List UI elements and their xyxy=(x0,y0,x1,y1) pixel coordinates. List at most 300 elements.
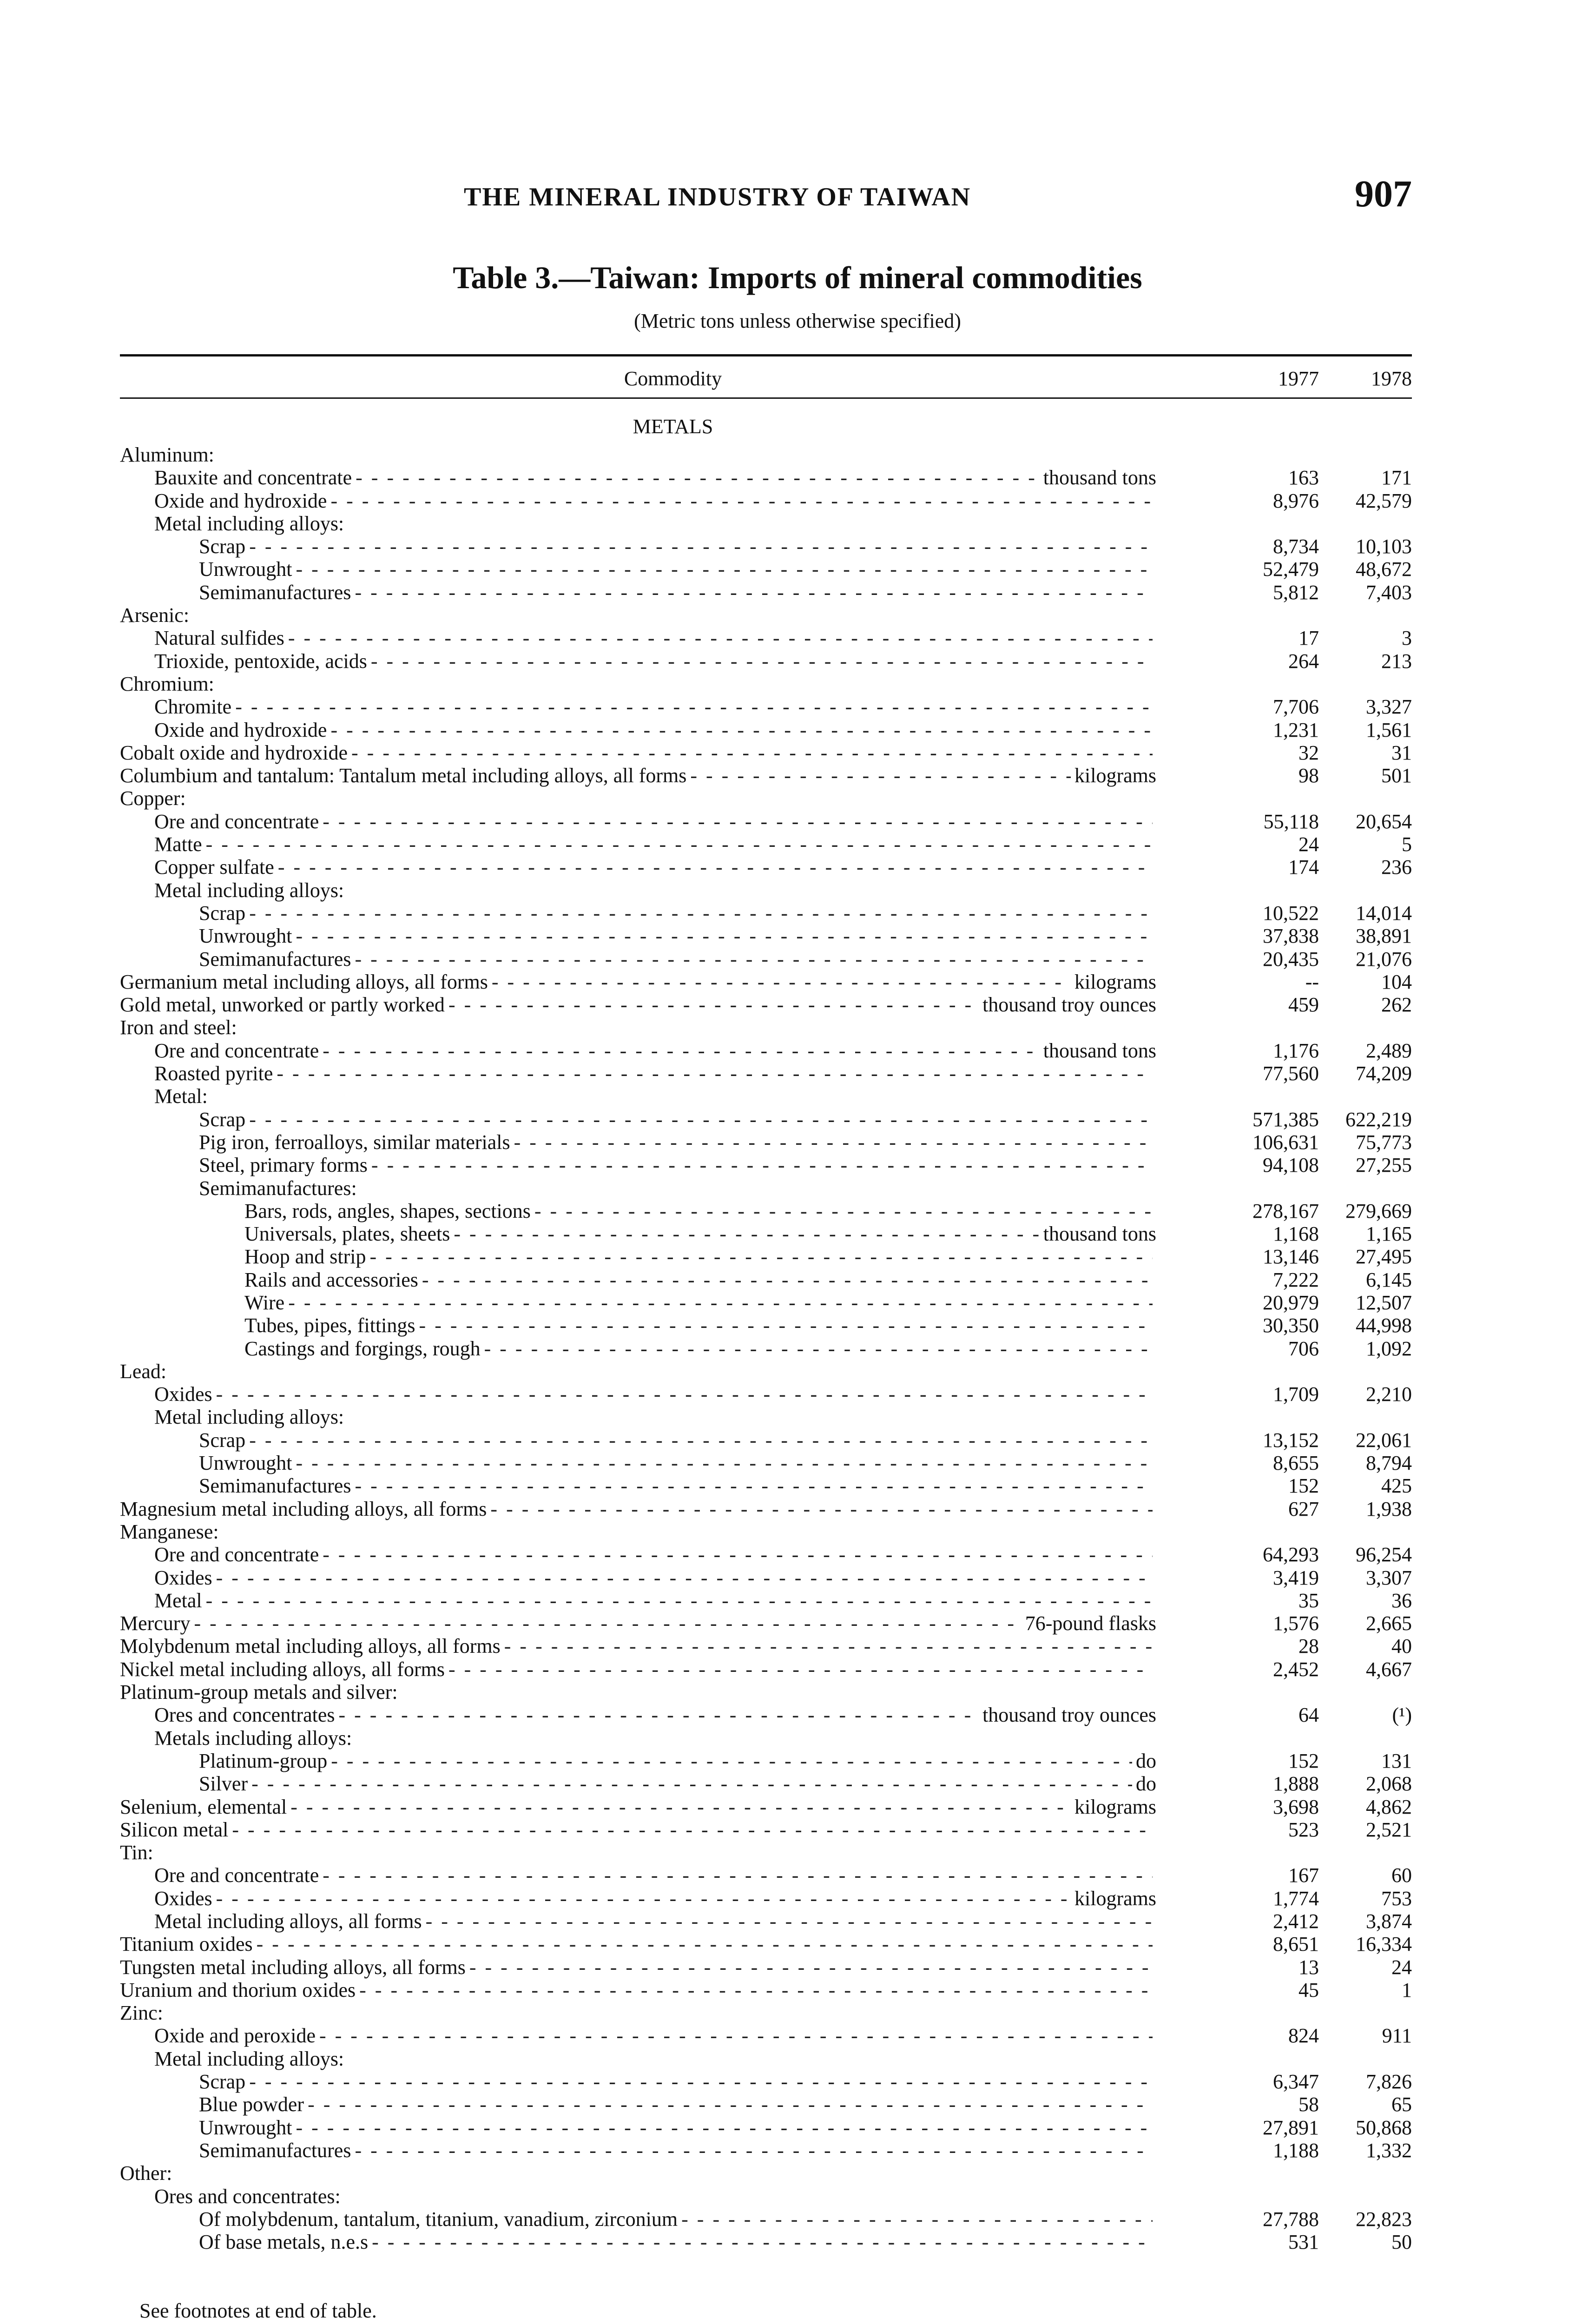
commodity-cell xyxy=(120,1520,1156,1543)
value-1977: 531 xyxy=(1288,2231,1319,2254)
value-1977: 30,350 xyxy=(1263,1314,1319,1337)
value-1978: 1,561 xyxy=(1366,718,1412,741)
commodity-cell xyxy=(120,2001,1156,2024)
value-1978: 425 xyxy=(1381,1474,1412,1498)
table-title: Table 3.—Taiwan: Imports of mineral commodities xyxy=(453,260,1142,295)
commodity-cell xyxy=(120,1841,1156,1864)
commodity-cell xyxy=(199,1750,1156,1772)
table-row xyxy=(120,833,1412,856)
dot-leader xyxy=(355,581,1153,604)
value-1977: 8,655 xyxy=(1273,1452,1319,1475)
commodity-cell xyxy=(199,1429,1156,1452)
value-1978: 24 xyxy=(1391,1955,1412,1979)
dot-leader xyxy=(216,1383,1153,1406)
commodity-label: Arsenic: xyxy=(120,604,190,627)
value-1977: 77,560 xyxy=(1263,1062,1319,1085)
commodity-label: Unwrought xyxy=(199,924,292,948)
value-1978: 31 xyxy=(1391,741,1412,764)
dot-leader xyxy=(296,1452,1153,1474)
value-1977: 571,385 xyxy=(1252,1108,1319,1131)
dot-leader xyxy=(371,1154,1153,1176)
value-1977: 58 xyxy=(1298,2093,1319,2116)
table-row xyxy=(120,764,1412,787)
value-1977: 45 xyxy=(1298,1978,1319,2001)
dot-leader xyxy=(355,1474,1153,1497)
dot-leader xyxy=(359,1979,1153,2001)
commodity-cell xyxy=(120,1612,1156,1635)
table-row xyxy=(120,1474,1412,1497)
value-1978: 22,061 xyxy=(1356,1428,1412,1452)
dot-leader xyxy=(469,1956,1153,1979)
dot-leader xyxy=(419,1314,1153,1337)
commodity-label: Scrap xyxy=(199,535,246,558)
unit-label: thousand troy ounces xyxy=(982,1703,1156,1727)
commodity-label: Semimanufactures: xyxy=(199,1176,357,1200)
value-1978: 16,334 xyxy=(1356,1933,1412,1956)
dot-leader xyxy=(355,948,1153,971)
commodity-cell xyxy=(199,1452,1156,1474)
value-1977: 174 xyxy=(1288,856,1319,879)
dot-leader xyxy=(426,1910,1153,1933)
running-title: THE MINERAL INDUSTRY OF TAIWAN xyxy=(464,183,971,211)
commodity-cell xyxy=(244,1268,1156,1291)
commodity-cell xyxy=(120,1933,1156,1955)
table-row xyxy=(120,627,1412,649)
value-1977: 1,888 xyxy=(1273,1772,1319,1796)
table-row xyxy=(120,1154,1412,1176)
commodity-label: Metal xyxy=(154,1589,202,1612)
commodity-cell xyxy=(120,1498,1156,1520)
table-row xyxy=(120,604,1412,627)
table-row xyxy=(120,1016,1412,1039)
value-1977: 167 xyxy=(1288,1864,1319,1887)
value-1978: 3,874 xyxy=(1366,1910,1412,1933)
value-1978: 36 xyxy=(1391,1589,1412,1612)
value-1978: 3,327 xyxy=(1366,695,1412,719)
commodity-cell xyxy=(154,2185,1156,2208)
commodity-label: Ore and concentrate xyxy=(154,1543,319,1566)
commodity-cell xyxy=(120,741,1156,764)
value-1978: 4,862 xyxy=(1366,1795,1412,1818)
value-1978: 2,489 xyxy=(1366,1039,1412,1062)
value-1978: 5 xyxy=(1402,833,1412,856)
table-row xyxy=(120,2116,1412,2139)
table-row xyxy=(120,1956,1412,1979)
dot-leader xyxy=(216,1887,1071,1910)
dot-leader xyxy=(371,650,1153,673)
dot-leader xyxy=(319,2024,1153,2047)
dot-leader xyxy=(681,2208,1153,2231)
unit-label: thousand tons xyxy=(1043,1222,1156,1246)
dot-leader xyxy=(422,1268,1153,1291)
value-1977: 32 xyxy=(1298,741,1319,764)
value-1977: 55,118 xyxy=(1263,810,1319,833)
dot-leader xyxy=(372,2231,1153,2253)
value-1978: 42,579 xyxy=(1356,489,1412,512)
commodity-cell xyxy=(199,1177,1156,1200)
table-row xyxy=(120,1337,1412,1360)
commodity-cell xyxy=(199,948,1156,971)
commodity-cell xyxy=(244,1291,1156,1314)
value-1977: 27,788 xyxy=(1263,2207,1319,2231)
commodity-label: Unwrought xyxy=(199,2116,292,2139)
value-1978: 8,794 xyxy=(1366,1452,1412,1475)
commodity-label: Pig iron, ferroalloys, similar materials xyxy=(199,1130,510,1154)
value-1978: 74,209 xyxy=(1356,1062,1412,1085)
dot-leader xyxy=(296,558,1153,581)
table-row xyxy=(120,2231,1412,2253)
commodity-cell xyxy=(120,1658,1156,1681)
value-1977: 152 xyxy=(1288,1749,1319,1772)
commodity-cell xyxy=(154,856,1156,878)
table-row xyxy=(120,558,1412,581)
commodity-cell xyxy=(120,1016,1156,1039)
table-row xyxy=(120,1979,1412,2001)
commodity-label: Hoop and strip xyxy=(244,1245,366,1268)
page-header xyxy=(120,172,1412,225)
commodity-cell xyxy=(154,879,1156,902)
value-1977: 20,979 xyxy=(1263,1291,1319,1314)
table-row xyxy=(120,1612,1412,1635)
commodity-label: Mercury xyxy=(120,1612,191,1635)
commodity-label: Zinc: xyxy=(120,2001,163,2025)
value-1977: 7,222 xyxy=(1273,1268,1319,1291)
table-row xyxy=(120,1406,1412,1428)
dot-leader xyxy=(249,2070,1153,2093)
commodity-cell xyxy=(120,443,1156,466)
table-row xyxy=(120,2093,1412,2116)
table-row xyxy=(120,1727,1412,1750)
table-row xyxy=(120,1681,1412,1703)
commodity-label: Scrap xyxy=(199,901,246,924)
commodity-label: Ore and concentrate xyxy=(154,1039,319,1062)
value-1978: 7,826 xyxy=(1366,2070,1412,2093)
commodity-label: Metal including alloys: xyxy=(154,1406,344,1429)
value-1977: 8,651 xyxy=(1273,1933,1319,1956)
commodity-label: Scrap xyxy=(199,1428,246,1452)
commodity-label: Of base metals, n.e.s xyxy=(199,2231,369,2254)
commodity-cell xyxy=(120,604,1156,627)
commodity-label: Lead: xyxy=(120,1360,167,1383)
dot-leader xyxy=(330,719,1153,741)
value-1977: 20,435 xyxy=(1263,947,1319,971)
commodity-cell xyxy=(120,1681,1156,1703)
commodity-cell xyxy=(154,1727,1156,1750)
commodity-cell xyxy=(244,1337,1156,1360)
table-row xyxy=(120,2024,1412,2047)
commodity-cell xyxy=(199,902,1156,924)
commodity-label: Steel, primary forms xyxy=(199,1154,368,1177)
table-row xyxy=(120,856,1412,878)
commodity-label: Germanium metal including alloys, all forms xyxy=(120,970,488,993)
commodity-cell xyxy=(244,1200,1156,1222)
value-1978: 1,938 xyxy=(1366,1497,1412,1520)
commodity-cell xyxy=(154,1543,1156,1566)
commodity-label: Bars, rods, angles, shapes, sections xyxy=(244,1199,531,1222)
commodity-label: Oxides xyxy=(154,1383,212,1406)
commodity-cell xyxy=(244,1222,1156,1245)
commodity-label: Semimanufactures xyxy=(199,581,351,604)
value-1977: 1,176 xyxy=(1273,1039,1319,1062)
commodity-label: Molybdenum metal including alloys, all forms xyxy=(120,1635,501,1658)
table-row xyxy=(120,1177,1412,1200)
commodity-cell xyxy=(120,1796,1156,1818)
value-1978: 2,665 xyxy=(1366,1612,1412,1635)
commodity-cell xyxy=(154,1589,1156,1612)
commodity-cell xyxy=(154,810,1156,833)
commodity-cell xyxy=(154,719,1156,741)
column-header-row xyxy=(120,357,1412,397)
value-1978: 3 xyxy=(1402,627,1412,650)
value-1978: 2,210 xyxy=(1366,1383,1412,1406)
unit-label: thousand tons xyxy=(1043,1039,1156,1062)
commodity-cell xyxy=(154,650,1156,673)
table-row xyxy=(120,1131,1412,1154)
dot-leader xyxy=(331,1750,1132,1772)
page-number: 907 xyxy=(1355,172,1412,215)
commodity-cell xyxy=(199,924,1156,947)
commodity-label: Ore and concentrate xyxy=(154,810,319,833)
value-1977: 2,412 xyxy=(1273,1910,1319,1933)
commodity-label: Metals including alloys: xyxy=(154,1726,352,1750)
table-row xyxy=(120,650,1412,673)
footnote: See footnotes at end of table. xyxy=(139,2299,377,2322)
value-1977: 94,108 xyxy=(1263,1154,1319,1177)
table-row xyxy=(120,1245,1412,1268)
commodity-label: Copper sulfate xyxy=(154,856,274,879)
commodity-label: Metal including alloys: xyxy=(154,2047,344,2070)
section-heading xyxy=(120,399,1412,443)
commodity-cell xyxy=(154,1864,1156,1887)
commodity-label: Chromite xyxy=(154,695,232,719)
commodity-cell xyxy=(154,1887,1156,1910)
table-row xyxy=(120,1589,1412,1612)
value-1978: 48,672 xyxy=(1356,558,1412,581)
commodity-label: Cobalt oxide and hydroxide xyxy=(120,741,348,764)
unit-label: thousand tons xyxy=(1043,466,1156,489)
commodity-label: Columbium and tantalum: Tantalum metal including alloys, all forms xyxy=(120,764,687,787)
value-1977: 278,167 xyxy=(1252,1199,1319,1222)
commodity-label: Gold metal, unworked or partly worked xyxy=(120,993,445,1017)
value-1978: 21,076 xyxy=(1356,947,1412,971)
unit-label: kilograms xyxy=(1074,1795,1156,1818)
dot-leader xyxy=(308,2093,1153,2116)
table-row xyxy=(120,1566,1412,1589)
commodity-cell xyxy=(199,2139,1156,2162)
dot-leader xyxy=(249,1108,1153,1131)
commodity-label: Ores and concentrates xyxy=(154,1703,335,1727)
value-1978: 911 xyxy=(1382,2024,1412,2047)
table-row xyxy=(120,924,1412,947)
commodity-cell xyxy=(199,2231,1156,2253)
value-1977: 8,734 xyxy=(1273,535,1319,558)
commodity-label: Ore and concentrate xyxy=(154,1864,319,1887)
unit-label: kilograms xyxy=(1074,970,1156,993)
commodity-label: Other: xyxy=(120,2162,172,2185)
commodity-label: Semimanufactures xyxy=(199,2139,351,2162)
commodity-label: Bauxite and concentrate xyxy=(154,466,352,489)
commodity-label: Universals, plates, sheets xyxy=(244,1222,450,1246)
value-1978: 171 xyxy=(1381,466,1412,489)
dot-leader xyxy=(323,810,1153,833)
table-row xyxy=(120,466,1412,489)
commodity-cell xyxy=(120,1956,1156,1979)
value-1977: 1,188 xyxy=(1273,2139,1319,2162)
commodity-cell xyxy=(199,1108,1156,1131)
value-1978: 22,823 xyxy=(1356,2207,1412,2231)
commodity-label: Selenium, elemental xyxy=(120,1795,287,1818)
table-row xyxy=(120,1658,1412,1681)
commodity-cell xyxy=(199,2093,1156,2116)
value-1978: 131 xyxy=(1381,1749,1412,1772)
commodity-label: Roasted pyrite xyxy=(154,1062,273,1085)
table-row xyxy=(120,1750,1412,1772)
commodity-cell xyxy=(154,1383,1156,1406)
value-1977: 1,774 xyxy=(1273,1887,1319,1910)
table-row xyxy=(120,1108,1412,1131)
commodity-cell xyxy=(199,1131,1156,1154)
dot-leader xyxy=(249,902,1153,924)
table-row xyxy=(120,1039,1412,1062)
dot-leader xyxy=(338,1703,979,1726)
table-row xyxy=(120,1291,1412,1314)
table-row xyxy=(120,1360,1412,1383)
commodity-label: Scrap xyxy=(199,2070,246,2093)
commodity-cell xyxy=(199,1474,1156,1497)
value-1977: 1,709 xyxy=(1273,1383,1319,1406)
unit-label: thousand troy ounces xyxy=(982,993,1156,1017)
value-1978: 262 xyxy=(1381,993,1412,1017)
commodity-label: Oxides xyxy=(154,1887,212,1910)
commodity-label: Rails and accessories xyxy=(244,1268,418,1291)
commodity-label: Wire xyxy=(244,1291,285,1314)
table-row xyxy=(120,1085,1412,1108)
commodity-label: Oxide and hydroxide xyxy=(154,489,327,512)
commodity-cell xyxy=(154,489,1156,512)
column-header-1978: 1978 xyxy=(1371,367,1412,390)
value-1978: 213 xyxy=(1381,649,1412,673)
dot-leader xyxy=(290,1796,1071,1818)
table-row xyxy=(120,535,1412,558)
commodity-cell xyxy=(120,673,1156,695)
dot-leader xyxy=(514,1131,1153,1154)
value-1978: 104 xyxy=(1381,970,1412,993)
table-row xyxy=(120,993,1412,1016)
table-row xyxy=(120,1200,1412,1222)
commodity-label: Metal including alloys: xyxy=(154,512,344,535)
value-1977: 1,168 xyxy=(1273,1222,1319,1246)
value-1978: 96,254 xyxy=(1356,1543,1412,1566)
commodity-label: Unwrought xyxy=(199,558,292,581)
commodity-cell xyxy=(154,1085,1156,1108)
commodity-cell xyxy=(154,833,1156,856)
commodity-cell xyxy=(199,535,1156,558)
commodity-cell xyxy=(120,764,1156,787)
value-1977: 52,479 xyxy=(1263,558,1319,581)
table-row xyxy=(120,1383,1412,1406)
commodity-label: Aluminum: xyxy=(120,443,214,466)
dot-leader xyxy=(206,833,1153,856)
commodity-label: Manganese: xyxy=(120,1520,219,1543)
value-1978: 1,092 xyxy=(1366,1337,1412,1360)
table-row xyxy=(120,1268,1412,1291)
commodity-cell xyxy=(120,1360,1156,1383)
commodity-label: Titanium oxides xyxy=(120,1933,253,1956)
dot-leader xyxy=(448,1658,1153,1681)
value-1977: 6,347 xyxy=(1273,2070,1319,2093)
commodity-label: Unwrought xyxy=(199,1452,292,1475)
dot-leader xyxy=(490,1498,1153,1520)
commodity-cell xyxy=(199,558,1156,581)
dot-leader xyxy=(534,1200,1153,1222)
section-heading-metals: METALS xyxy=(633,415,713,438)
commodity-cell xyxy=(199,1154,1156,1176)
commodity-label: Scrap xyxy=(199,1108,246,1131)
table-row xyxy=(120,695,1412,718)
table-row xyxy=(120,1429,1412,1452)
commodity-label: Metal including alloys, all forms xyxy=(154,1910,422,1933)
value-1978: 14,014 xyxy=(1356,901,1412,924)
dot-leader xyxy=(249,1429,1153,1452)
table-row xyxy=(120,2185,1412,2208)
dot-leader xyxy=(249,535,1153,558)
commodity-cell xyxy=(120,1818,1156,1841)
value-1977: 37,838 xyxy=(1263,924,1319,948)
table-row xyxy=(120,1222,1412,1245)
commodity-cell xyxy=(120,1635,1156,1657)
commodity-label: Metal: xyxy=(154,1085,208,1108)
value-1977: 13,152 xyxy=(1263,1428,1319,1452)
commodity-label: Of molybdenum, tantalum, titanium, vanadium, zirconium xyxy=(199,2207,678,2231)
dot-leader xyxy=(216,1566,1153,1589)
commodity-label: Platinum-group metals and silver: xyxy=(120,1681,398,1704)
value-1977: 24 xyxy=(1298,833,1319,856)
value-1977: 106,631 xyxy=(1252,1130,1319,1154)
table-row xyxy=(120,489,1412,512)
value-1978: 12,507 xyxy=(1356,1291,1412,1314)
table-row xyxy=(120,1910,1412,1933)
commodity-label: Silicon metal xyxy=(120,1818,229,1841)
table-row xyxy=(120,1841,1412,1864)
value-1978: 50,868 xyxy=(1356,2116,1412,2139)
unit-label: kilograms xyxy=(1074,1887,1156,1910)
table-row xyxy=(120,1933,1412,1955)
table-row xyxy=(120,1864,1412,1887)
commodity-cell xyxy=(120,993,1156,1016)
table-row xyxy=(120,2047,1412,2070)
commodity-cell xyxy=(154,1566,1156,1589)
commodity-cell xyxy=(154,695,1156,718)
table-row xyxy=(120,1887,1412,1910)
table-row xyxy=(120,879,1412,902)
commodity-label: Blue powder xyxy=(199,2093,304,2116)
unit-label: do xyxy=(1136,1749,1156,1772)
table-row xyxy=(120,443,1412,466)
unit-label: 76-pound flasks xyxy=(1025,1612,1156,1635)
commodity-label: Silver xyxy=(199,1772,248,1796)
table-row xyxy=(120,1796,1412,1818)
commodity-cell xyxy=(154,2024,1156,2047)
table-row xyxy=(120,902,1412,924)
table-row xyxy=(120,1703,1412,1726)
commodity-label: Iron and steel: xyxy=(120,1016,237,1039)
value-1977: 13 xyxy=(1298,1955,1319,1979)
table-row xyxy=(120,1543,1412,1566)
commodity-label: Semimanufactures xyxy=(199,947,351,971)
table-row xyxy=(120,1498,1412,1520)
value-1977: 627 xyxy=(1288,1497,1319,1520)
commodity-label: Matte xyxy=(154,833,202,856)
